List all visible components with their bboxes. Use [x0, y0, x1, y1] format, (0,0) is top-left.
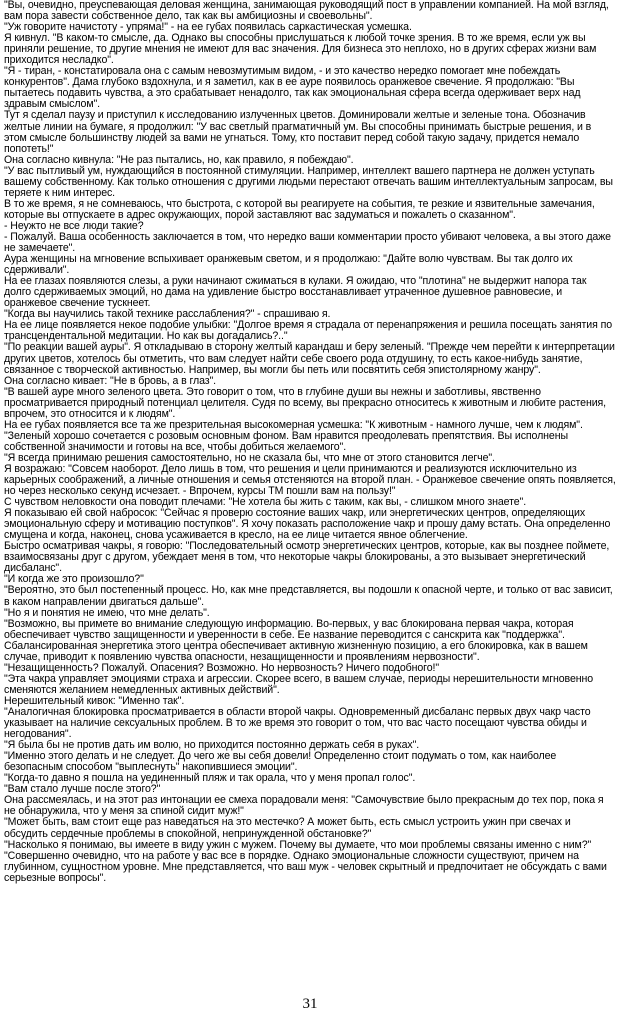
- paragraph: В то же время, я не сомневаюсь, что быстрота, с которой вы реагируете на события, те резкие и язвительные замечания, которые вы отпускаете в адрес окружающих, порой заставляют вас задуматься и пожалеть о сказанном".: [4, 197, 595, 221]
- paragraph: "Вам стало лучше после этого?": [4, 783, 161, 796]
- paragraph: "В вашей ауре много зеленого цвета. Это говорит о том, что в глубине души вы нежны и заботливы, явственно просматривается природный потенциал целителя. Судя по всему, вы прекрасно относитесь к животным и любите растения, впрочем, это относится и к людям".: [4, 385, 607, 420]
- paragraph: С чувством неловкости она поводит плечами: "Не хотела бы жить с таким, как вы, - слишком много знаете".: [4, 496, 527, 509]
- page-number: 31: [302, 996, 318, 1012]
- paragraph: "Я - тиран, - констатировала она с самым невозмутимым видом, - и это качество нередко помогает мне побеждать конкурентов". Дама глубоко вздохнула, и я заметил, как в ее ауре появилось оранжевое свечение. Я продолжаю: "Вы пытаетесь подавить чувства, а это срабатывает ненадолго, так как эмоциональная сфера всегда одерживает верх над здравым смыслом".: [4, 65, 581, 111]
- paragraph: Я возражаю: "Совсем наоборот. Дело лишь в том, что решения и цели принимаются и реализуются исключительно из карьерных соображений, а личные отношения и семья отстеняются на второй план. - Оранжевое свечение опять появляется, но через несколько секунд исчезает. - Впрочем, курсы ТМ пошли вам на пользу!": [4, 462, 616, 498]
- paragraph: "Вы, очевидно, преуспевающая деловая женщина, занимающая руководящий пост в управлении компанией. На мой взгляд, вам пора завести собственное дело, так как вы амбициозны и своевольны".: [4, 0, 609, 23]
- paragraph: "Я была бы не против дать им волю, но приходится постоянно держать себя в руках".: [4, 739, 420, 752]
- paragraph: - Неужто не все люди такие?: [4, 219, 144, 232]
- paragraph: На ее губах появляется все та же презрительная высокомерная усмешка: "К животным - намного лучше, чем к людям".: [4, 418, 583, 431]
- paragraph: Нерешительный кивок: "Именно так".: [4, 694, 185, 707]
- paragraph: Она согласно кивнула: "Не раз пытались, но, как правило, я побеждаю".: [4, 153, 354, 166]
- paragraph: - Пожалуй. Ваша особенность заключается в том, что нередко ваши комментарии просто убивают человека, а вы этого даже не замечаете".: [4, 230, 611, 255]
- paragraph: "Незащищенность? Пожалуй. Опасения? Возможно. Но нервозность? Ничего подобного!": [4, 661, 440, 674]
- paragraph: "Аналогичная блокировка просматривается в области второй чакры. Одновременный дисбаланс первых двух чакр часто указывает на наличие сексуальных проблем. В то же время это говорит о том, что вас часто посещают чувства обиды и негодования".: [4, 706, 591, 741]
- paragraph: "Может быть, вам стоит еще раз наведаться на это местечко? А может быть, есть смысл устроить ужин при свечах и обсудить сердечные проблемы в спокойной, непринужденной обстановке?": [4, 816, 571, 840]
- paragraph: "И когда же это произошло?": [4, 573, 144, 586]
- paragraph: Тут я сделал паузу и приступил к исследованию излученных цветов. Доминировали желтые и зеленые тона. Обозначив желтые линии на бумаге, я продолжил: "У вас светлый прагматичный ум. Вы способны принимать быстрые решения, и в этом смысле большинству людей за вами не угнаться. Тому, кто поставит перед собой такую задачу, придется немало попотеть!": [4, 109, 592, 155]
- paragraph: "У вас пытливый ум, нуждающийся в постоянной стимуляции. Например, интеллект вашего партнера не должен уступать вашему собственному. Как только отношения с другими людьми перестают отвечать вашим интеллектуальным запросам, вы теряете к ним интерес.: [4, 164, 613, 199]
- paragraph: На ее глазах появляются слезы, а руки начинают сжиматься в кулаки. Я ожидаю, что "плотина" не выдержит напора так долго сдерживаемых эмоций, но дама на удивление быстро восстанавливает утраченное душевное равновесие, и оранжевое свечение тускнеет.: [4, 275, 587, 310]
- paragraph: На ее лице появляется некое подобие улыбки: "Долгое время я страдала от перенапряжения и решила посещать занятия по трансцендентальной медитации. Но как вы догадались?..": [4, 319, 612, 343]
- paragraph: "Насколько я понимаю, вы имеете в виду ужин с мужем. Почему вы думаете, что мои проблемы связаны именно с ним?": [4, 838, 592, 851]
- paragraph: Аура женщины на мгновение вспыхивает оранжевым светом, и я продолжаю: "Дайте волю чувствам. Вы так долго их сдерживали".: [4, 253, 573, 277]
- paragraph: "Именно этого делать и не следует. До чего же вы себя довели! Определенно стоит подумать о том, как наиболее безопасным способом "выплеснуть" накопившиеся эмоции".: [4, 750, 557, 774]
- paragraph: Она согласно кивает: "Не в бровь, а в глаз".: [4, 374, 217, 387]
- paragraph: "Возможно, вы примете во внимание следующую информацию. Во-первых, у вас блокирована первая чакра, которая обеспечивает чувство защищенности и уверенности в себе. Ее название переводится с санскрита как "поддержка". Сбалансированная энергетика этого центра обеспечивает активную жизненную позицию, а его блокировка, как в вашем случае, приводит к появлению чувства опасности, незащищенности и проявлениям нервозности".: [4, 617, 588, 663]
- paragraph: "Но я и понятия не имею, что мне делать".: [4, 606, 210, 619]
- paragraph: "Я всегда принимаю решения самостоятельно, но не сказала бы, что мне от этого становится легче".: [4, 451, 495, 464]
- paragraph: "Эта чакра управляет эмоциями страха и агрессии. Скорее всего, в вашем случае, периоды нерешительности мгновенно сменяются желанием немедленных активных действий".: [4, 672, 594, 696]
- paragraph: "Уж говорите начистоту - упряма!" - на ее губах появилась саркастическая усмешка.: [4, 21, 412, 34]
- paragraph: "Когда-то давно я пошла на уединенный пляж и так орала, что у меня пропал голос".: [4, 772, 416, 785]
- paragraph: Я показываю ей свой набросок: "Сейчас я проверю состояние ваших чакр, или энергетических центров, определяющих эмоциональную сферу и мотивацию поступков". Я хочу показать расположение чакр и прошу даму встать. Она определенно смущена и когда, наконец, снова усаживается в кресло, на ее лице читается явное облегчение.: [4, 507, 611, 542]
- paragraph: Я кивнул. "В каком-то смысле, да. Однако вы способны прислушаться к любой точке зрения. В то же время, если уж вы приняли решение, то другие мнения не имеют для вас значения. Для бизнеса это неплохо, но в других сферах жизни вам приходится несладко".: [4, 32, 597, 67]
- paragraph: "Когда вы научились такой технике расслабления?" - спрашиваю я.: [4, 308, 331, 321]
- paragraph: "Зеленый хорошо сочетается с розовым основным фоном. Вам нравится преодолевать препятствия. Вы исполнены собственной значимости и готовы на все, чтобы добиться желаемого".: [4, 429, 568, 453]
- paragraph: "Вероятно, это был постепенный процесс. Но, как мне представляется, вы подошли к опасной черте, и только от вас зависит, в каком направлении двигаться дальше".: [4, 584, 613, 608]
- paragraph: Она рассмеялась, и на этот раз интонации ее смеха порадовали меня: "Самочувствие было прекрасным до тех пор, пока я не обнаружила, что у меня за спиной сидит муж!": [4, 794, 604, 818]
- paragraph: Быстро осматривая чакры, я говорю: "Последовательный осмотр энергетических центров, которые, как вы позднее поймете, взаимосвязаны друг с другом, убеждает меня в том, что некоторые чакры блокированы, а это вызывает энергетический дисбаланс".: [4, 540, 610, 575]
- paragraph: "Совершенно очевидно, что на работе у вас все в порядке. Однако эмоциональные сложности существуют, причем на глубинном, сущностном уровне. Мне представляется, что ваш муж - человек скрытный и предпочитает не обсуждать с вами серьезные вопросы".: [4, 849, 607, 884]
- paragraph: "По реакции вашей ауры". Я откладываю в сторону желтый карандаш и беру зеленый. "Прежде чем перейти к интерпретации других цветов, хотелось бы отметить, что вам следует найти себе своего рода отдушину, то есть какое-нибудь занятие, связанное с творческой активностью. Например, вы могли бы петь или посвятить себя эпистолярному жанру".: [4, 341, 615, 376]
